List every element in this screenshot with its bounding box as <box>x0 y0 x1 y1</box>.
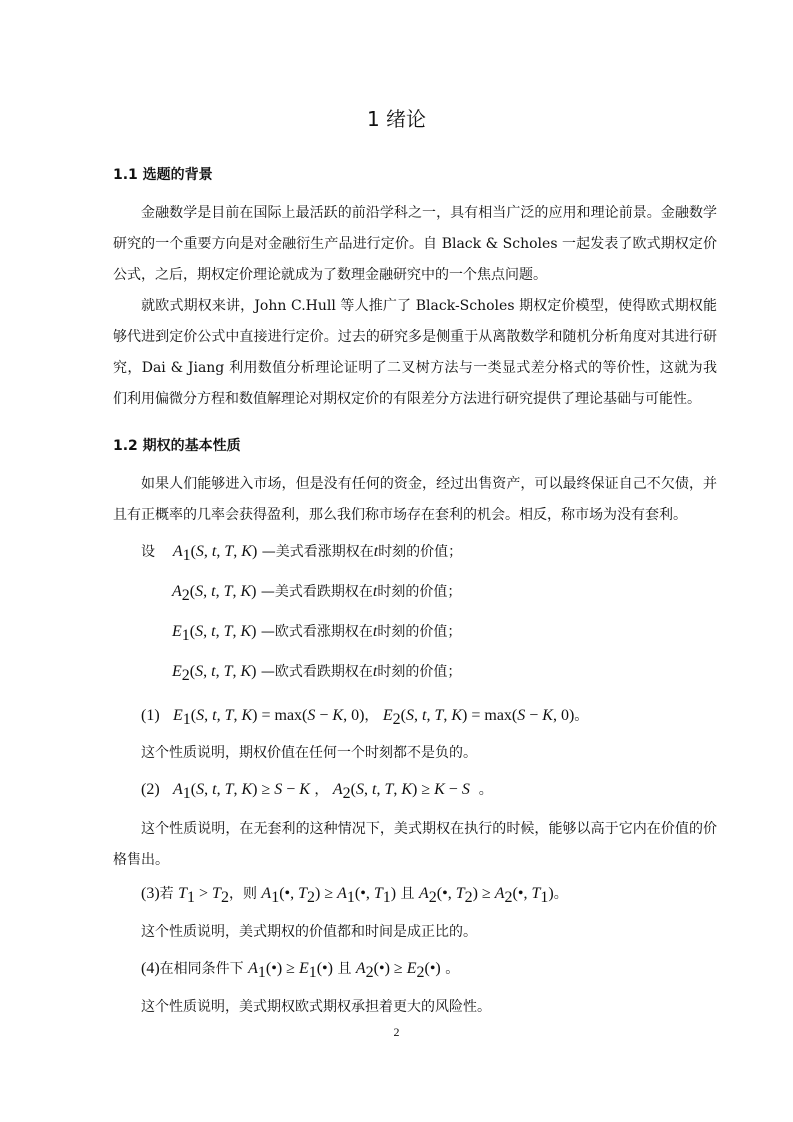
property-1-formula: (1) $E_1(S$, t, T, K) = max(S − K, 0)， $E_2(S$, t, T, K) = max(S − K, 0)。 <box>141 707 589 728</box>
definition-tail: 时刻的价值； <box>377 664 462 680</box>
paragraph-background-2 <box>113 291 717 415</box>
definition-text: —欧式看涨期权在 <box>260 624 373 640</box>
definition-text: —美式看涨期权在 <box>261 544 374 560</box>
paragraph-arbitrage <box>113 469 717 531</box>
property-3-label: (3) <box>141 885 160 902</box>
paragraph-background-1 <box>113 198 717 291</box>
definition-text: —美式看跌期权在 <box>260 584 373 600</box>
property-4-formula: (4)在相同条件下 $A_1(•)$ ≥ $E_1(•)$ 且 $A_2(•)$ ≥ $E_2(•)$ 。 <box>141 960 460 981</box>
property-2-note <box>113 814 717 876</box>
property-2-label: (2) <box>141 781 160 798</box>
paragraph-text: 这个性质说明，在无套利的这种情况下，美式期权在执行的时候，能够以高于它内在价值的价格售出。 <box>113 821 717 868</box>
definition-a2: $A_2(S$, t, T, K) —美式看跌期权在t时刻的价值； <box>172 583 462 604</box>
page-number: 2 <box>393 1025 400 1039</box>
chapter-title: 1 绪论 <box>366 107 427 131</box>
property-4-label: (4) <box>141 960 160 977</box>
property-4-condition: 在相同条件下 <box>159 961 244 977</box>
definition-a1: 设 $A_1(S$, t, T, K) —美式看涨期权在t时刻的价值； <box>141 543 463 564</box>
paragraph-text: 如果人们能够进入市场，但是没有任何的资金，经过出售资产，可以最终保证自己不欠债，并且有正概率的几率会获得盈利，那么我们称市场存在套利的机会。相反，称市场为没有套利。 <box>113 476 717 523</box>
property-3-and: 且 <box>400 886 415 902</box>
property-4-note: 这个性质说明，美式期权欧式期权承担着更大的风险性。 <box>141 999 491 1015</box>
property-4-and: 且 <box>337 961 352 977</box>
property-2-formula: (2) $A_1(S$, t, T, K) ≥ S − K ， $A_2(S$, t, T, K) ≥ K − S 。 <box>141 781 493 802</box>
section-heading-properties: 1.2 期权的基本性质 <box>113 438 241 454</box>
definition-text: —欧式看跌期权在 <box>260 664 373 680</box>
property-1-label: (1) <box>141 707 160 724</box>
definition-lead: 设 <box>141 544 155 560</box>
definition-e2: $E_2(S$, t, T, K) —欧式看跌期权在t时刻的价值； <box>172 663 462 684</box>
paragraph-text: 就欧式期权来讲，John C.Hull 等人推广了 Black-Scholes 期权定价模型，使得欧式期权能够代进到定价公式中直接进行定价。过去的研究多是侧重于从离散数学和随机分析角度对其进行研究，Dai & Jiang 利用数值分析理论证明了二叉树方法与一类显式差分格式的等价性，这就为我们利用偏微分方程和数值解理论对期权定价的有限差分方法进行研究提供了理论基础与可能性。 <box>113 298 717 407</box>
property-3-note: 这个性质说明，美式期权的价值都和时间是成正比的。 <box>141 924 477 940</box>
property-3-if: 若 <box>159 886 174 902</box>
definition-tail: 时刻的价值； <box>377 584 462 600</box>
property-3-formula: (3)若 $T_1 > T_2$，则 $A_1(•$, $T_2$) ≥ $A_1(•$, $T_1$) 且 $A_2(•$, $T_2$) ≥ $A_2(•$, $T_1$)。 <box>141 885 568 906</box>
definition-e1: $E_1(S$, t, T, K) —欧式看涨期权在t时刻的价值； <box>172 623 462 644</box>
property-3-then: ，则 <box>228 886 257 902</box>
section-heading-background: 1.1 选题的背景 <box>113 167 213 183</box>
definition-tail: 时刻的价值； <box>378 544 463 560</box>
property-1-note: 这个性质说明，期权价值在任何一个时刻都不是负的。 <box>141 745 477 761</box>
paragraph-text: 金融数学是目前在国际上最活跃的前沿学科之一，具有相当广泛的应用和理论前景。金融数学研究的一个重要方向是对金融衍生产品进行定价。自 Black & Scholes 一起发表了欧式期权定价公式，之后，期权定价理论就成为了数理金融研究中的一个焦点问题。 <box>113 205 717 283</box>
definition-tail: 时刻的价值； <box>377 624 462 640</box>
